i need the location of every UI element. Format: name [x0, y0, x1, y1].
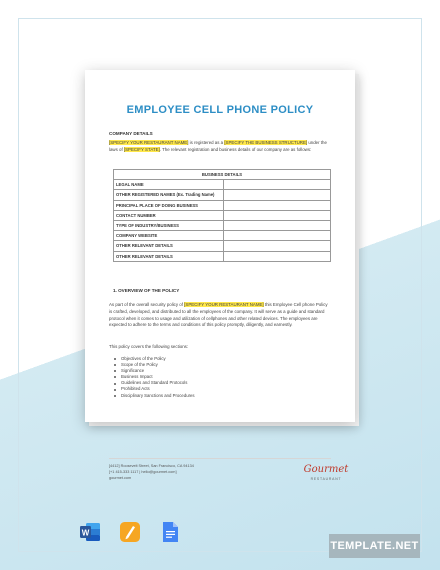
- overview-paragraph: [109, 302, 331, 329]
- document-page: [85, 70, 355, 481]
- section-label: COMPANY DETAILS: [109, 131, 153, 136]
- row-value: [224, 231, 331, 241]
- row-label: OTHER RELEVANT DETAILS: [114, 241, 224, 251]
- placeholder-highlight: [SPECIFY YOUR RESTAURANT NAME]: [109, 140, 189, 145]
- row-label: COMPANY WEBSITE: [114, 231, 224, 241]
- placeholder-highlight: [SPECIFY THE BUSINESS STRUCTURE]: [224, 140, 308, 145]
- placeholder-highlight: [SPECIFY YOUR RESTAURANT NAME]: [184, 302, 264, 307]
- paragraph-text: this Employee Cell phone Policy is crafted, developed, and distributed to all the employees of the company. It will serve as a guide and standard protocol when it comes to usage and utilization of cellphones and other related devices. The employees are expected to adhere to the terms and conditions of this policy promptly, diligently, and earnestly.: [109, 302, 328, 328]
- row-label: PRINCIPAL PLACE OF DOING BUSINESS: [114, 200, 224, 210]
- row-label: LEGAL NAME: [114, 180, 224, 190]
- paragraph-text: is registered as a: [188, 140, 225, 145]
- document-title: EMPLOYEE CELL PHONE POLICY: [126, 104, 314, 116]
- footer-website: gourmet.com: [109, 476, 132, 480]
- row-value: [224, 180, 331, 190]
- table-header: BUSINESS DETAILS: [114, 170, 331, 180]
- google-docs-icon[interactable]: [159, 521, 181, 543]
- paragraph-text: As part of the overall security policy of: [109, 302, 185, 307]
- gourmet-logo: Gourmet: [303, 464, 349, 475]
- intro-paragraph: [109, 140, 331, 154]
- table-row: [114, 241, 331, 251]
- row-label: TYPE OF INDUSTRY/BUSINESS: [114, 220, 224, 230]
- row-label: OTHER RELEVANT DETAILS: [114, 251, 224, 261]
- table-row: [114, 200, 331, 210]
- row-value: [224, 241, 331, 251]
- row-label: OTHER REGISTERED NAMES (Ex. Trading Name): [114, 190, 224, 200]
- list-item: Objectives of the Policy: [117, 356, 195, 362]
- footer-contact: [+1 415-333 1117 | hello@gourmet.com]: [109, 470, 177, 474]
- gourmet-logo-sub: RESTAURANT: [310, 477, 342, 481]
- paragraph-text: . The relevant registration and business details of our company are as follows:: [159, 146, 312, 152]
- list-item: Scope of the Policy: [117, 362, 195, 368]
- paragraph-text: under the laws of: [109, 140, 327, 152]
- row-value: [224, 190, 331, 200]
- template-net-badge[interactable]: TEMPLATE.NET: [329, 534, 420, 558]
- row-value: [224, 220, 331, 230]
- list-item: Guidelines and Standard Protocols: [117, 380, 195, 386]
- list-item: Prohibited Acts: [117, 386, 195, 392]
- list-item: Disciplinary Sanctions and Procedures: [117, 393, 195, 399]
- footer-address: [4412] Roosevelt Street, San Francisco, CA 94134: [109, 464, 194, 468]
- sections-list: [111, 356, 195, 399]
- row-value: [224, 251, 331, 261]
- placeholder-highlight: [SPECIFY STATE]: [123, 146, 160, 152]
- table-row: [114, 220, 331, 230]
- footer-divider: [109, 458, 331, 459]
- table-row: [114, 251, 331, 261]
- pages-icon[interactable]: [119, 521, 141, 543]
- row-label: CONTACT NUMBER: [114, 210, 224, 220]
- overview-heading: 1. OVERVIEW OF THE POLICY: [113, 288, 180, 293]
- row-value: [224, 200, 331, 210]
- table-row: [114, 180, 331, 190]
- covers-text: This policy covers the following sections:: [109, 344, 189, 349]
- table-row: [114, 210, 331, 220]
- list-item: Significance: [117, 368, 195, 374]
- list-item: Business Impact: [117, 374, 195, 380]
- svg-text:W: W: [81, 528, 90, 538]
- business-details-table: [113, 169, 331, 262]
- word-icon[interactable]: [79, 521, 101, 543]
- row-value: [224, 210, 331, 220]
- table-row: [114, 231, 331, 241]
- table-row: [114, 190, 331, 200]
